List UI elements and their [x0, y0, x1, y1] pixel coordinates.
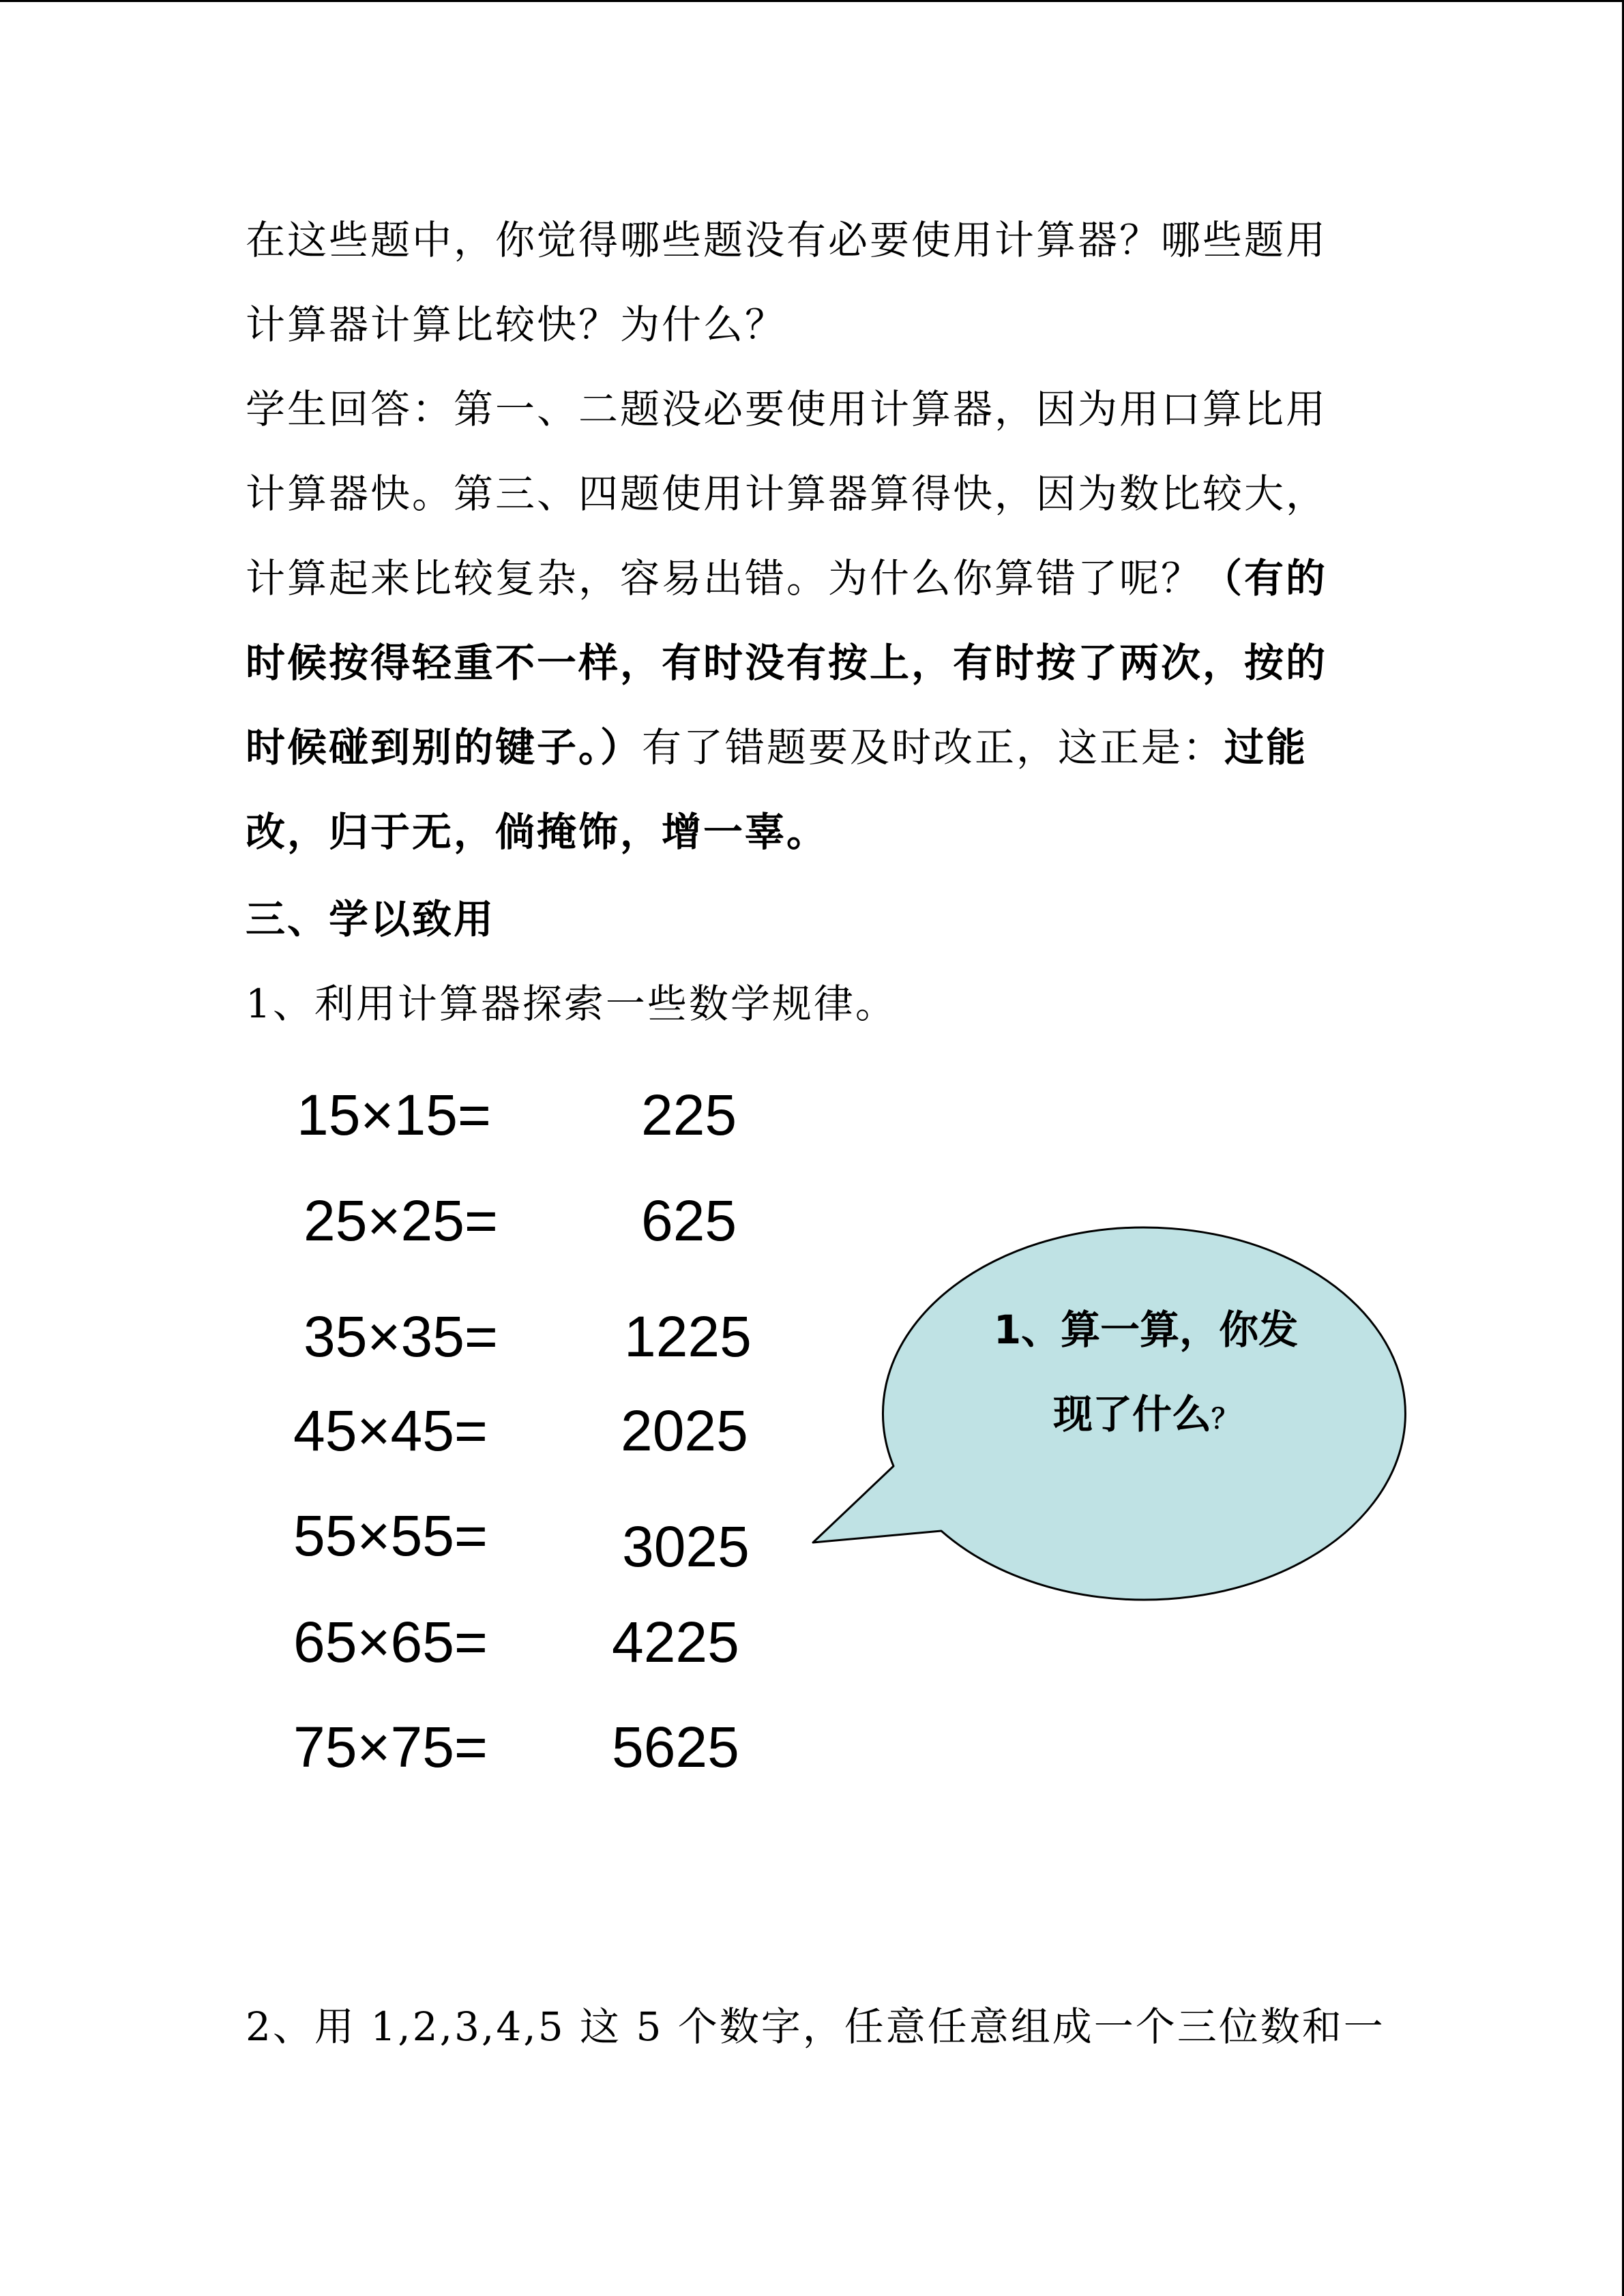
equation-expr: 55×55=: [293, 1504, 488, 1568]
student-answer-text: 学生回答：第一、二题没必要使用计算器，因为用口算比用计算器快。第三、四题使用计算器算得快，因为数比较大，计算起来比较复杂，容易出错。为什么你算错了呢？: [246, 386, 1328, 601]
equation-result: 5625: [612, 1715, 739, 1779]
task-1-text: 1、利用计算器探索一些数学规律。: [246, 981, 897, 1027]
task-2-text: 2、用 1,2,3,4,5 这 5 个数字，任意任意组成一个三位数和一: [246, 2003, 1385, 2050]
bubble-line-1: 1、算一算，你发: [993, 1307, 1299, 1353]
equation-result: 1225: [624, 1304, 752, 1369]
equation-expr: 65×65=: [293, 1610, 488, 1674]
equation-result: 225: [641, 1083, 737, 1147]
equation-result: 3025: [622, 1515, 750, 1579]
equation-expr: 45×45=: [293, 1399, 488, 1463]
equation-expr: 75×75=: [293, 1715, 488, 1779]
intro-question-text: 在这些题中，你觉得哪些题没有必要使用计算器？哪些题用计算器计算比较快？为什么？: [246, 217, 1328, 348]
answer-after-text: 有了错题要及时改正，这正是：: [642, 724, 1225, 771]
bubble-question-mark: ？: [1211, 1403, 1239, 1435]
section-title: 三、学以致用: [246, 896, 496, 942]
bubble-line-2: [928, 1372, 1364, 1461]
answer-bold-note: （有的时候按得轻重不一样，有时没有按上，有时按了两次，按的时候碰到别的键子。）: [246, 555, 1328, 771]
equation-expr: 25×25=: [304, 1189, 498, 1253]
bubble-line-2-text: 现了什么: [1052, 1391, 1211, 1437]
equation-result: 4225: [612, 1610, 739, 1674]
equation-result: 2025: [621, 1399, 748, 1463]
equation-expr: 35×35=: [304, 1304, 498, 1369]
proverb-text: 过能改，归于无，倘掩饰，增一辜。: [246, 724, 1308, 855]
equation-expr: 15×15=: [297, 1083, 491, 1147]
equation-result: 625: [641, 1189, 737, 1253]
